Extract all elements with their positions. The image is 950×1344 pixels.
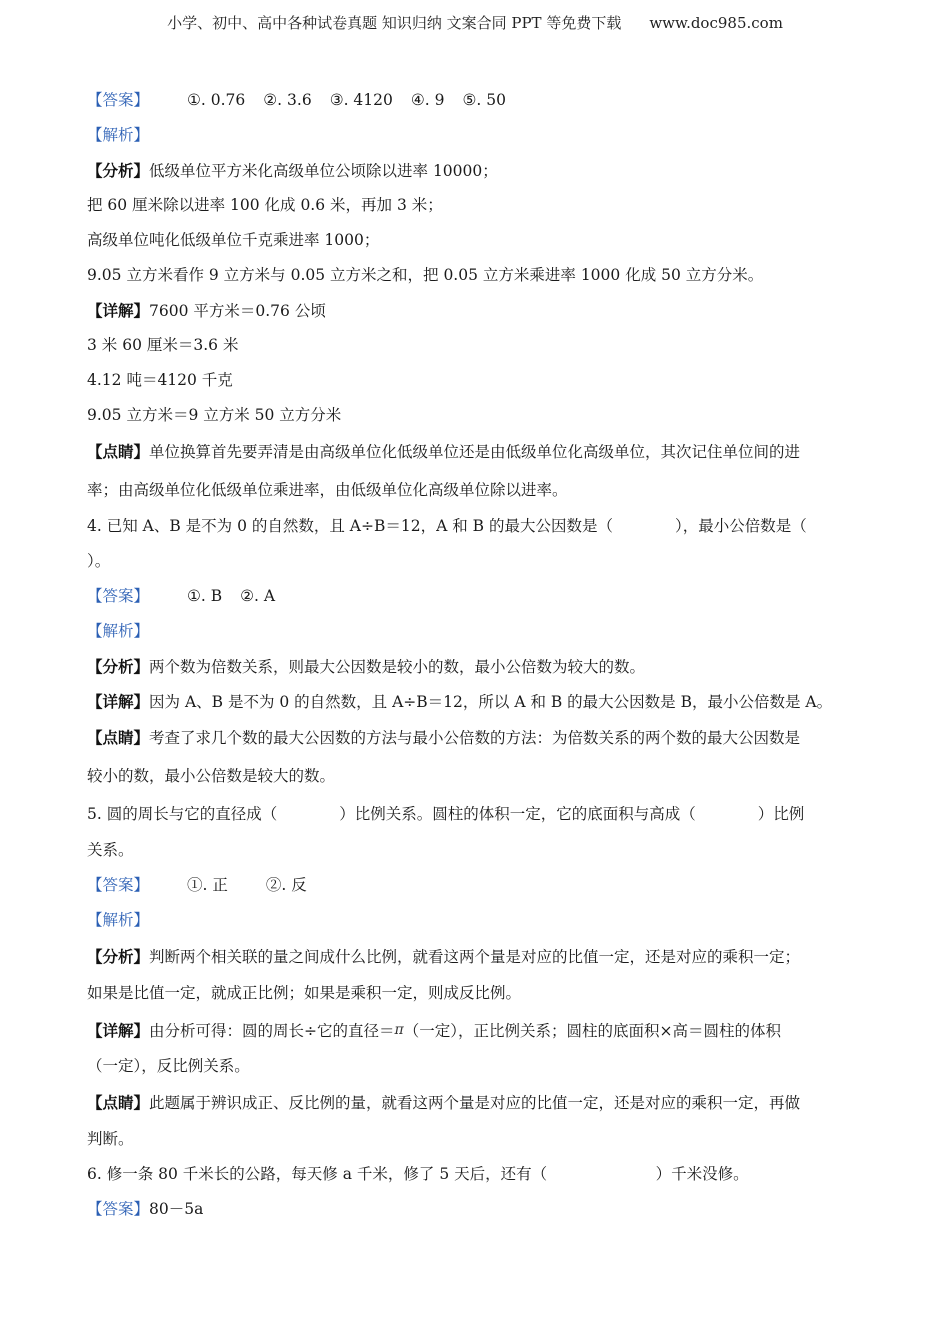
q5-analysis-head: 【解析】: [87, 911, 150, 929]
q4-answer-1: ①. B: [187, 587, 223, 605]
q3-answer-5: ⑤. 50: [462, 91, 506, 109]
q4-comment-line-2: 较小的数，最小公倍数是较大的数。: [87, 767, 336, 785]
q3-answer-line: [87, 83, 863, 118]
q3-detail-line-4: 9.05 立方米＝9 立方米 50 立方分米: [87, 406, 342, 424]
q4-analysis-head: 【解析】: [87, 622, 150, 640]
q3-answer-2: ②. 3.6: [263, 91, 312, 109]
q3-detail-line-3: 4.12 吨＝4120 千克: [87, 371, 233, 389]
q5-analysis-line-2: 如果是比值一定，就成正比例；如果是乘积一定，则成反比例。: [87, 984, 522, 1002]
q4-answer-2: ②. A: [240, 587, 276, 605]
q5-question-line-1: 5. 圆的周长与它的直径成（ ）比例关系。圆柱的体积一定，它的底面积与高成（ ）比例: [87, 805, 805, 823]
q5-comment-line-2: 判断。: [87, 1130, 134, 1148]
q6-question-line: 6. 修一条 80 千米长的公路，每天修 a 千米，修了 5 天后，还有（ ）千米没修。: [87, 1165, 749, 1183]
q3-analysis-line-2: 把 60 厘米除以进率 100 化成 0.6 米，再加 3 米；: [87, 196, 443, 214]
answer-label: 【答案】: [87, 1200, 150, 1218]
q3-comment-line-2: 率；由高级单位化低级单位乘进率，由低级单位化高级单位除以进率。: [87, 481, 568, 499]
document-body: [87, 83, 863, 1227]
q5-answer-line: [87, 868, 863, 903]
q6-answer: 80－5a: [149, 1200, 204, 1218]
q5-answer-2: ②. 反: [265, 876, 307, 894]
header-site: www.doc985.com: [649, 14, 783, 32]
header-title: 小学、初中、高中各种试卷真题 知识归纳 文案合同 PPT 等免费下载: [167, 14, 622, 32]
q3-detail-line-1: 【详解】7600 平方米＝0.76 公顷: [87, 301, 326, 320]
q5-analysis-line-1: 【分析】判断两个相关联的量之间成什么比例，就看这两个量是对应的比值一定，还是对应的乘积一定；: [87, 947, 801, 966]
q5-detail-line-1: 【详解】由分析可得：圆的周长÷它的直径＝π（一定），正比例关系；圆柱的底面积×高＝圆柱的体积: [87, 1021, 781, 1040]
q3-analysis-line-3: 高级单位吨化低级单位千克乘进率 1000；: [87, 231, 380, 249]
pi-symbol: π: [394, 1022, 404, 1038]
q3-answer-1: ①. 0.76: [187, 91, 246, 109]
q3-analysis-line-4: 9.05 立方米看作 9 立方米与 0.05 立方米之和，把 0.05 立方米乘进率 1000 化成 50 立方分米。: [87, 266, 764, 284]
q4-question-line-1: 4. 已知 A、B 是不为 0 的自然数，且 A÷B＝12，A 和 B 的最大公因数是（ ），最小公倍数是（: [87, 517, 807, 535]
q3-answer-3: ③. 4120: [329, 91, 393, 109]
q3-detail-line-2: 3 米 60 厘米＝3.6 米: [87, 336, 239, 354]
q5-detail-line-2: （一定），反比例关系。: [87, 1057, 250, 1075]
q4-analysis-line: 【分析】两个数为倍数关系，则最大公因数是较小的数，最小公倍数为较大的数。: [87, 657, 646, 676]
q5-question-line-2: 关系。: [87, 841, 134, 859]
answer-label: 【答案】: [87, 876, 150, 894]
q6-answer-line: [87, 1192, 863, 1227]
q4-detail-line: 【详解】因为 A、B 是不为 0 的自然数，且 A÷B＝12，所以 A 和 B 的最大公因数是 B，最小公倍数是 A。: [87, 692, 833, 711]
q4-comment-line-1: 【点睛】考查了求几个数的最大公因数的方法与最小公倍数的方法：为倍数关系的两个数的最大公因数是: [87, 728, 801, 747]
q3-answer-4: ④. 9: [410, 91, 445, 109]
answer-label: 【答案】: [87, 587, 150, 605]
q3-comment-line-1: 【点睛】单位换算首先要弄清是由高级单位化低级单位还是由低级单位化高级单位，其次记住单位间的进: [87, 442, 801, 461]
q4-answer-line: [87, 579, 863, 614]
q3-analysis-head: 【解析】: [87, 126, 150, 144]
q4-question-line-2: ）。: [87, 552, 111, 570]
q5-answer-1: ①. 正: [187, 876, 228, 894]
q5-comment-line-1: 【点睛】此题属于辨识成正、反比例的量，就看这两个量是对应的比值一定，还是对应的乘积一定，再做: [87, 1093, 801, 1112]
page-header: [0, 12, 950, 33]
answer-label: 【答案】: [87, 91, 150, 109]
q3-analysis-line-1: 【分析】低级单位平方米化高级单位公顷除以进率 10000；: [87, 161, 498, 180]
